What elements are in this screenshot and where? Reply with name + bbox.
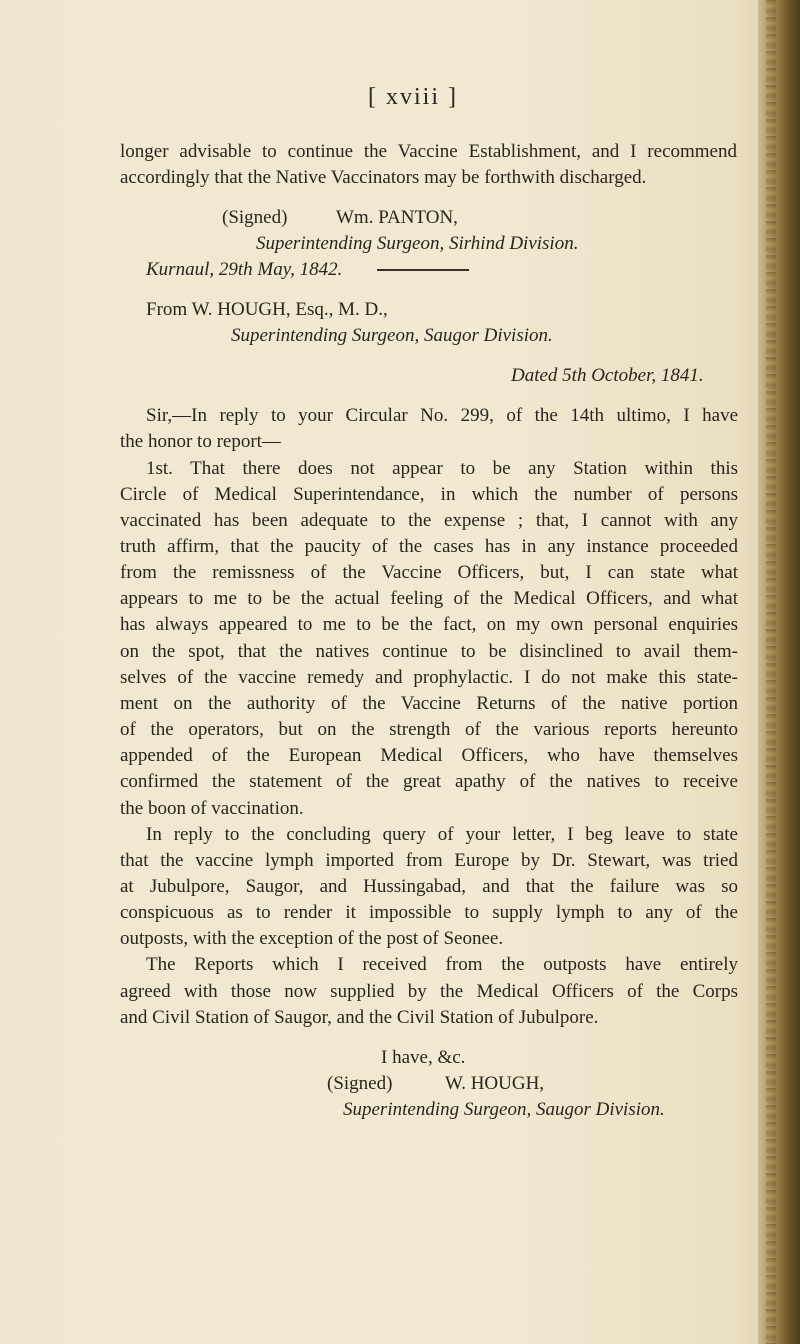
body-line: outposts, with the exception of the post of Seonee. — [120, 928, 504, 949]
letter-date: Dated 5th October, 1841. — [511, 365, 704, 386]
body-line: Sir,—In reply to your Circular No. 299, of the 14th ultimo, I have — [146, 405, 738, 426]
body-line: the boon of vaccination. — [120, 798, 304, 819]
paragraph-line: longer advisable to continue the Vaccine Establishment, and I recommend — [120, 141, 737, 162]
body-line: In reply to the concluding query of your letter, I beg leave to state — [146, 824, 738, 845]
paragraph-line: accordingly that the Native Vaccinators may be forthwith discharged. — [120, 167, 647, 188]
body-line: agreed with those now supplied by the Medical Officers of the Corps — [120, 981, 738, 1002]
body-line: appended of the European Medical Officers, who have themselves — [120, 745, 738, 766]
place-date: Kurnaul, 29th May, 1842. — [146, 259, 343, 280]
body-line: appears to me to be the actual feeling of the Medical Officers, and what — [120, 588, 738, 609]
closing-line: I have, &c. — [381, 1047, 466, 1068]
body-line: confirmed the statement of the great apathy of the natives to receive — [120, 771, 738, 792]
body-line: selves of the vaccine remedy and prophylactic. I do not make this state- — [120, 667, 738, 688]
body-line: and Civil Station of Saugor, and the Civil Station of Jubulpore. — [120, 1007, 599, 1028]
section-divider — [377, 269, 469, 271]
body-line: the honor to report— — [120, 431, 281, 452]
letter-from: From W. HOUGH, Esq., M. D., — [146, 299, 388, 320]
body-line: at Jubulpore, Saugor, and Hussingabad, and that the failure was so — [120, 876, 738, 897]
signatory-name: W. HOUGH, — [445, 1073, 545, 1094]
body-line: from the remissness of the Vaccine Officers, but, I can state what — [120, 562, 738, 583]
body-line: that the vaccine lymph imported from Europe by Dr. Stewart, was tried — [120, 850, 738, 871]
body-line: ment on the authority of the Vaccine Returns of the native portion — [120, 693, 738, 714]
signed-label: (Signed) — [222, 207, 288, 228]
letter-from-title: Superintending Surgeon, Saugor Division. — [231, 325, 553, 346]
body-line: conspicuous as to render it impossible to supply lymph to any of the — [120, 902, 738, 923]
body-line: Circle of Medical Superintendance, in which the number of persons — [120, 484, 738, 505]
page-edge-binding — [758, 0, 800, 1344]
body-line: vaccinated has been adequate to the expense ; that, I cannot with any — [120, 510, 738, 531]
body-line: of the operators, but on the strength of the various reports hereunto — [120, 719, 738, 740]
body-line: truth affirm, that the paucity of the cases has in any instance proceeded — [120, 536, 738, 557]
page-header: [ xviii ] — [368, 84, 458, 110]
signed-label: (Signed) — [327, 1073, 393, 1094]
signatory-title: Superintending Surgeon, Sirhind Division. — [256, 233, 579, 254]
body-line: has always appeared to me to be the fact, on my own personal enquiries — [120, 614, 738, 635]
body-line: 1st. That there does not appear to be any Station within this — [146, 458, 738, 479]
body-line: The Reports which I received from the outposts have entirely — [146, 954, 738, 975]
signatory-title: Superintending Surgeon, Saugor Division. — [343, 1099, 665, 1120]
signatory-name: Wm. PANTON, — [336, 207, 458, 228]
body-line: on the spot, that the natives continue to be disinclined to avail them- — [120, 641, 738, 662]
